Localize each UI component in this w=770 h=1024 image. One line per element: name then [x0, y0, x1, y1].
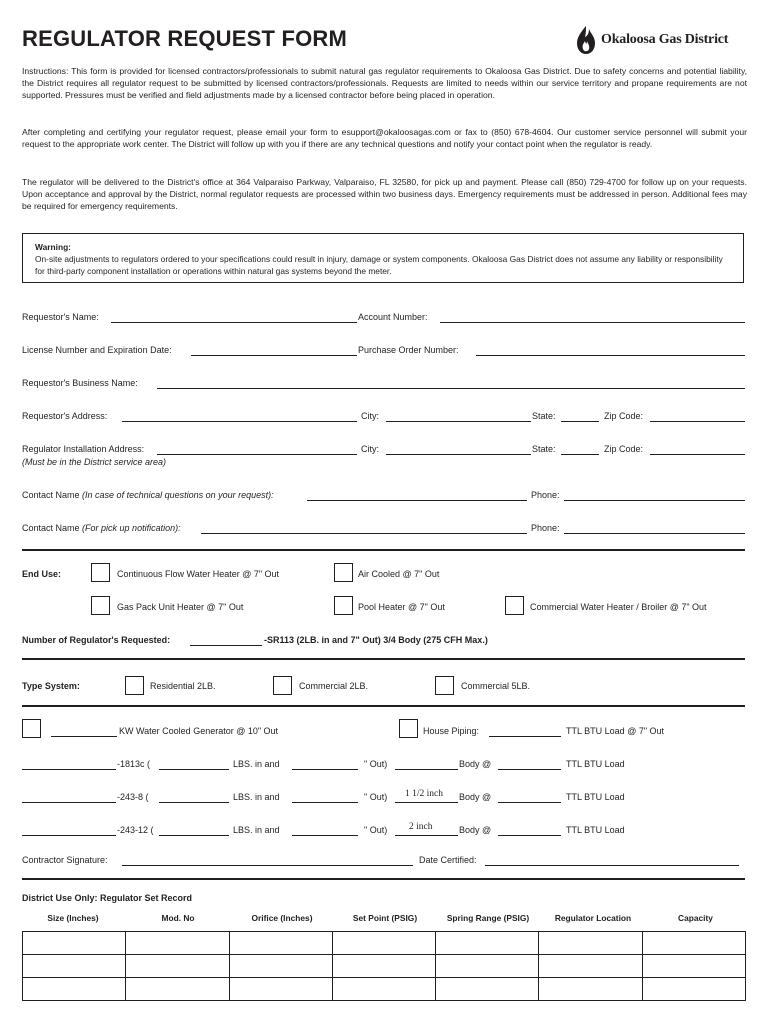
- lbs-label: LBS. in and: [233, 759, 280, 769]
- commercial-2lb-label: Commercial 2LB.: [299, 681, 369, 691]
- install-address-label: Regulator Installation Address:: [22, 444, 145, 454]
- instructions-paragraph: Instructions: This form is provided for licensed contractors/professionals to submit natural gas regulator requirements to Okaloosa Gas District. Due to safety concerns and potential liability, the District requires all regulator request to be submitted by licensed contractors/professionals. Requests are limited to needs within our service territory and propane requirements are not supported. Pressures must be verified and field adjustments made by a licensed contractor before being placed in operation.: [22, 66, 747, 100]
- contact-tech-input[interactable]: [307, 500, 527, 501]
- qty-input[interactable]: [22, 835, 116, 836]
- table-cell[interactable]: [23, 978, 126, 1001]
- house-piping-input[interactable]: [489, 736, 561, 737]
- table-cell[interactable]: [229, 955, 332, 978]
- warning-text: On-site adjustments to regulators ordered to your specifications could result in injury, damage or system components. Okaloosa Gas District does not assume any liability or responsibility for third-party component installation or operations within natural gas systems beyond the meter.: [35, 254, 723, 276]
- contact-pickup-label-text: Contact Name: [22, 523, 80, 533]
- po-number-label: Purchase Order Number:: [358, 345, 459, 355]
- page-title: REGULATOR REQUEST FORM: [22, 26, 348, 51]
- table-cell[interactable]: [23, 955, 126, 978]
- lbs-label: LBS. in and: [233, 825, 280, 835]
- lbs-in-input[interactable]: [159, 802, 229, 803]
- body-size-input[interactable]: [395, 802, 458, 803]
- district-use-heading: District Use Only: Regulator Set Record: [22, 893, 193, 903]
- commercial-water-heater-label: Commercial Water Heater / Broiler @ 7" Out: [530, 602, 707, 612]
- table-cell[interactable]: [436, 955, 539, 978]
- col-setpoint-header: Set Point (PSIG): [352, 913, 418, 923]
- install-city-label: City:: [361, 444, 379, 454]
- account-number-label: Account Number:: [358, 312, 428, 322]
- pool-heater-checkbox[interactable]: [334, 596, 353, 615]
- contact-pickup-note: (For pick up notification):: [82, 523, 181, 533]
- type-system-label: Type System:: [22, 681, 80, 691]
- out-input[interactable]: [292, 835, 358, 836]
- business-name-input[interactable]: [157, 388, 745, 389]
- commercial-5lb-checkbox[interactable]: [435, 676, 454, 695]
- business-name-label: Requestor's Business Name:: [22, 378, 138, 388]
- air-cooled-label: Air Cooled @ 7" Out: [358, 569, 440, 579]
- zip-input[interactable]: [650, 421, 745, 422]
- contact-tech-label-text: Contact Name: [22, 490, 80, 500]
- city-label: City:: [361, 411, 379, 421]
- flame-logo-icon: [575, 25, 597, 55]
- qty-input[interactable]: [22, 802, 116, 803]
- delivery-paragraph: The regulator will be delivered to the District's office at 364 Valparaiso Parkway, Valparaiso, FL 32580, for pick up and payment. Please call (850) 729-4700 for follow up on your requests. Upon acceptance and approval by the District, normal regulator requests are processed within two business days. Emergency requirements must be addressed in person. Additional fees may be required for emergency requirements.: [22, 177, 747, 211]
- address-input[interactable]: [122, 421, 357, 422]
- num-regulators-input[interactable]: [190, 645, 262, 646]
- out-label: " Out): [364, 792, 388, 802]
- section-divider: [22, 878, 745, 880]
- generator-checkbox[interactable]: [22, 719, 41, 738]
- state-label: State:: [532, 411, 556, 421]
- gas-pack-checkbox[interactable]: [91, 596, 110, 615]
- license-input[interactable]: [191, 355, 357, 356]
- warning-heading: Warning:: [35, 242, 71, 252]
- body-value-input[interactable]: [498, 802, 561, 803]
- requestor-name-input[interactable]: [111, 322, 357, 323]
- table-cell[interactable]: [126, 978, 229, 1001]
- contact-pickup-label: [22, 523, 181, 533]
- table-cell[interactable]: [332, 978, 435, 1001]
- zip-label: Zip Code:: [604, 411, 644, 421]
- table-row: [23, 978, 746, 1001]
- residential-2lb-label: Residential 2LB.: [150, 681, 216, 691]
- license-label: License Number and Expiration Date:: [22, 345, 172, 355]
- regulator-set-record-table: [22, 931, 746, 1001]
- contact-pickup-phone-input[interactable]: [564, 533, 745, 534]
- table-cell[interactable]: [642, 932, 745, 955]
- table-cell[interactable]: [539, 978, 642, 1001]
- contact-tech-note: (In case of technical questions on your request):: [82, 490, 274, 500]
- body-label: Body @: [459, 825, 492, 835]
- warning-box: [22, 233, 744, 283]
- qty-input[interactable]: [22, 769, 116, 770]
- commercial-water-heater-checkbox[interactable]: [505, 596, 524, 615]
- install-address-note: (Must be in the District service area): [22, 457, 167, 467]
- city-input[interactable]: [386, 421, 531, 422]
- address-label: Requestor's Address:: [22, 411, 108, 421]
- ttl-label: TTL BTU Load: [566, 759, 625, 769]
- table-cell[interactable]: [332, 932, 435, 955]
- pool-heater-label: Pool Heater @ 7" Out: [358, 602, 445, 612]
- date-certified-label: Date Certified:: [419, 855, 477, 865]
- residential-2lb-checkbox[interactable]: [125, 676, 144, 695]
- lbs-in-input[interactable]: [159, 769, 229, 770]
- table-row: [23, 955, 746, 978]
- table-cell[interactable]: [436, 932, 539, 955]
- out-label: " Out): [364, 759, 388, 769]
- submission-paragraph: After completing and certifying your regulator request, please email your form to esupport@okaloosagas.com or fax to (850) 678-4604. Our customer service personnel will submit your request to the appropriate work center. The District will follow up with you if there are any technical questions and notify your contact point when the regulator is ready.: [22, 127, 747, 149]
- table-row: [23, 932, 746, 955]
- ttl-label: TTL BTU Load: [566, 792, 625, 802]
- install-state-input[interactable]: [561, 454, 599, 455]
- col-spring-header: Spring Range (PSIG): [446, 913, 530, 923]
- model-label: -243-12 (: [117, 825, 154, 835]
- contact-tech-phone-label: Phone:: [531, 490, 560, 500]
- body-size-input[interactable]: [395, 835, 458, 836]
- col-location-header: Regulator Location: [554, 913, 632, 923]
- install-state-label: State:: [532, 444, 556, 454]
- out-input[interactable]: [292, 769, 358, 770]
- col-size-header: Size (Inches): [47, 913, 99, 923]
- po-number-input[interactable]: [476, 355, 745, 356]
- table-cell[interactable]: [642, 955, 745, 978]
- num-regulators-label: Number of Regulator's Requested:: [22, 635, 171, 645]
- table-cell[interactable]: [229, 932, 332, 955]
- body-value-input[interactable]: [498, 769, 561, 770]
- commercial-2lb-checkbox[interactable]: [273, 676, 292, 695]
- kw-input[interactable]: [51, 736, 117, 737]
- continuous-flow-checkbox[interactable]: [91, 563, 110, 582]
- ttl-btu-7-label: TTL BTU Load @ 7" Out: [566, 726, 665, 736]
- body-value-input[interactable]: [498, 835, 561, 836]
- model-label: -243-8 (: [117, 792, 149, 802]
- contact-pickup-phone-label: Phone:: [531, 523, 560, 533]
- model-label: -1813c (: [117, 759, 151, 769]
- body-size-value: 2 inch: [409, 822, 433, 832]
- out-label: " Out): [364, 825, 388, 835]
- company-logo: [575, 24, 728, 56]
- contractor-signature-input[interactable]: [122, 865, 413, 866]
- house-piping-label: House Piping:: [423, 726, 480, 736]
- out-input[interactable]: [292, 802, 358, 803]
- contact-pickup-input[interactable]: [201, 533, 527, 534]
- commercial-5lb-label: Commercial 5LB.: [461, 681, 531, 691]
- table-cell[interactable]: [126, 932, 229, 955]
- lbs-label: LBS. in and: [233, 792, 280, 802]
- table-cell[interactable]: [539, 955, 642, 978]
- table-cell[interactable]: [229, 978, 332, 1001]
- install-zip-label: Zip Code:: [604, 444, 644, 454]
- install-city-input[interactable]: [386, 454, 531, 455]
- body-size-value: 1 1/2 inch: [405, 789, 443, 799]
- table-cell[interactable]: [642, 978, 745, 1001]
- section-divider: [22, 658, 745, 660]
- table-cell[interactable]: [436, 978, 539, 1001]
- account-number-input[interactable]: [440, 322, 745, 323]
- requestor-name-label: Requestor's Name:: [22, 312, 99, 322]
- continuous-flow-label: Continuous Flow Water Heater @ 7" Out: [117, 569, 280, 579]
- body-size-input[interactable]: [395, 769, 458, 770]
- end-use-label: End Use:: [22, 569, 62, 579]
- house-piping-checkbox[interactable]: [399, 719, 418, 738]
- contact-tech-label: [22, 490, 274, 500]
- section-divider: [22, 705, 745, 707]
- table-cell[interactable]: [539, 932, 642, 955]
- section-divider: [22, 549, 745, 551]
- table-cell[interactable]: [23, 932, 126, 955]
- gas-pack-label: Gas Pack Unit Heater @ 7" Out: [117, 602, 244, 612]
- install-address-input[interactable]: [157, 454, 357, 455]
- date-certified-input[interactable]: [485, 865, 739, 866]
- table-cell[interactable]: [332, 955, 435, 978]
- col-capacity-header: Capacity: [678, 913, 713, 923]
- air-cooled-checkbox[interactable]: [334, 563, 353, 582]
- state-input[interactable]: [561, 421, 599, 422]
- col-orifice-header: Orifice (Inches): [251, 913, 313, 923]
- body-label: Body @: [459, 759, 492, 769]
- lbs-in-input[interactable]: [159, 835, 229, 836]
- company-name: Okaloosa Gas District: [601, 32, 729, 47]
- kw-generator-label: KW Water Cooled Generator @ 10" Out: [119, 726, 279, 736]
- contact-tech-phone-input[interactable]: [564, 500, 745, 501]
- install-zip-input[interactable]: [650, 454, 745, 455]
- num-regulators-suffix: -SR113 (2LB. in and 7" Out) 3/4 Body (275 CFH Max.): [264, 635, 488, 645]
- ttl-label: TTL BTU Load: [566, 825, 625, 835]
- contractor-signature-label: Contractor Signature:: [22, 855, 108, 865]
- col-mod-header: Mod. No: [161, 913, 195, 923]
- body-label: Body @: [459, 792, 492, 802]
- table-cell[interactable]: [126, 955, 229, 978]
